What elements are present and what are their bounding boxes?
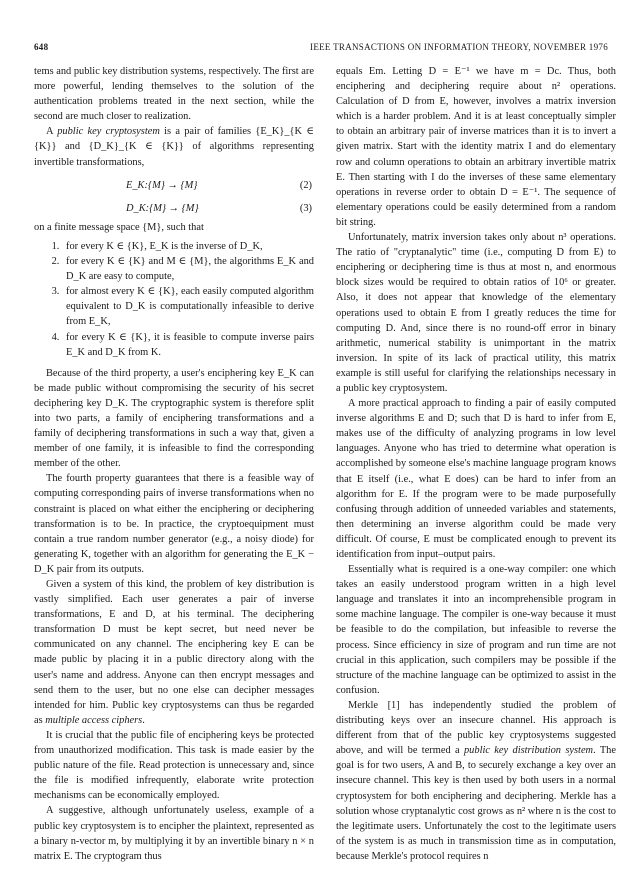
left-column [34,64,314,864]
equation-expression: E_K:{M} → {M} [126,179,198,191]
page-number: 648 [34,42,49,52]
list-item: 3. for almost every K ∈ {K}, each easily computed algorithm equivalent to D_K is computationally infeasible to derive from E_K, [62,284,314,329]
paragraph: equals Em. Letting D = E⁻¹ we have m = Dc. Thus, both enciphering and deciphering require about n² operations. Calculation of D from E, however, involves a matrix inversion which is a harder problem. And it is at least conceptually simpler to obtain an arbitrary pair of inverse matrices than it is to invert a given matrix. Start with the identity matrix I and do elementary row and column operations to obtain an arbitrary invertible matrix E. Then starting with I do the inverses of these same elementary operations in reverse order to obtain D = E⁻¹. The sequence of elementary operations could be easily determined from a random bit string. [336,66,616,228]
right-column [336,64,616,864]
equation-number: (2) [299,179,312,191]
paragraph: A suggestive, although unfortunately useless, example of a public key cryptosystem is to encipher the plaintext, represented as a binary n-vector m, by multiplying it by an invertible binary n × n matrix E. The cryptogram thus [34,805,314,862]
paragraph: Merkle [1] has independently studied the problem of distributing keys over an insecure channel. His approach is different from that of the public key cryptosystems suggested above, and will be termed a public key distribution system. The goal is for two users, A and B, to securely exchange a key over an insecure channel. This key is then used by both users in a normal cryptosystem for both enciphering and deciphering. Merkle has a solution whose cryptanalytic cost grows as n² where n is the cost to the legitimate users. Unfortunately the cost to the legitimate users of the system is as much in transmission time as in computation, because Merkle's protocol requires n [336,699,616,862]
equation-2 [34,178,314,193]
list-item: 2. for every K ∈ {K} and M ∈ {M}, the algorithms E_K and D_K are easy to compute, [62,254,314,284]
equation-3 [34,201,314,216]
list-item: 1. for every K ∈ {K}, E_K is the inverse of D_K, [62,239,314,254]
paragraph: Given a system of this kind, the problem of key distribution is vastly simplified. Each user generates a pair of inverse transformations, E and D, at his terminal. The deciphering transformation D must be kept secret, but need never be communicated on any channel. The enciphering key E can be made public by placing it in a public directory along with the user's name and address. Anyone can then encrypt messages and send them to the user, but no one else can decipher messages intended for him. Public key cryptosystems can thus be regarded as multiple access ciphers. [34,579,314,726]
paragraph: Because of the third property, a user's enciphering key E_K can be made public without compromising the security of his secret deciphering key D_K. The cryptographic system is therefore split into two parts, a family of enciphering transformations and a family of deciphering transformations in such a way that, given a member of one family, it is infeasible to find the corresponding member of the other. [34,367,314,470]
paragraph: on a finite message space {M}, such that [34,221,204,233]
running-header: IEEE TRANSACTIONS ON INFORMATION THEORY, NOVEMBER 1976 [310,42,608,52]
paragraph-definition: A public key cryptosystem is a pair of families {E_K}_{K ∈ {K}} and {D_K}_{K ∈ {K}} of algorithms representing invertible transformations, [34,126,315,168]
condition-list [34,239,314,360]
paragraph: The fourth property guarantees that there is a feasible way of computing corresponding pairs of inverse transformations when no constraint is placed on what either the enciphering or deciphering transformation is to be. In practice, the cryptoequipment must contain a true random number generator (e.g., a noisy diode) for generating K, together with an algorithm for generating the E_K − D_K pair from its outputs. [34,473,314,575]
paragraph: A more practical approach to finding a pair of easily computed inverse algorithms E and D; such that D is hard to infer from E, makes use of the difficulty of analyzing programs in low level languages. Anyone who has tried to determine what operation is accomplished by someone else's machine language program knows that E itself (i.e., what E does) can be hard to infer from an algorithm for E. If the program were to be made purposefully confusing through addition of unneeded variables and statements, then determining an inverse algorithm could be made very difficult. Of course, E must be complicated enough to prevent its identification from input–output pairs. [336,398,616,560]
paragraph: Essentially what is required is a one-way compiler: one which takes an easily understood program written in a high level language and translates it into an incomprehensible program in some machine language. The compiler is one-way because it must be feasible to do the compilation, but infeasible to reverse the process. Since efficiency in size of program and run time are not crucial in this application, such compilers may be possible if the structure of the machine language can be optimized to assist in the confusion. [336,564,616,696]
equation-expression: D_K:{M} → {M} [126,202,199,214]
defined-term: public key cryptosystem [57,126,160,138]
defined-term: public key distribution system [463,745,594,757]
paragraph: Unfortunately, matrix inversion takes only about n³ operations. The ratio of "cryptanalytic" time (i.e., computing D from E) to enciphering or deciphering time is thus at most n, and enormous block sizes would be required to obtain ratios of 10⁶ or greater. Also, it does not appear that knowledge of the elementary operations used to obtain E from I greatly reduces the time for computing D. And, since there is no round-off error in binary arithmetic, numerical stability is unimportant in the matrix inversion. In spite of its lack of practical utility, this matrix example is still useful for clarifying the relationships necessary in a public key cryptosystem. [336,232,616,394]
paragraph: tems and public key distribution systems, respectively. The first are more powerful, lending themselves to the solution of the authentication problems treated in the next section, while the second are much closer to realization. [34,66,314,123]
defined-term: multiple access ciphers [45,714,143,726]
equation-number: (3) [299,202,312,214]
list-item: 4. for every K ∈ {K}, it is feasible to compute inverse pairs E_K and D_K from K. [62,330,314,360]
paragraph: It is crucial that the public file of enciphering keys be protected from unauthorized modification. This task is made easier by the public nature of the file. Read protection is unnecessary and, since the file is modified infrequently, elaborate write protection mechanisms can be economically employed. [34,729,314,802]
